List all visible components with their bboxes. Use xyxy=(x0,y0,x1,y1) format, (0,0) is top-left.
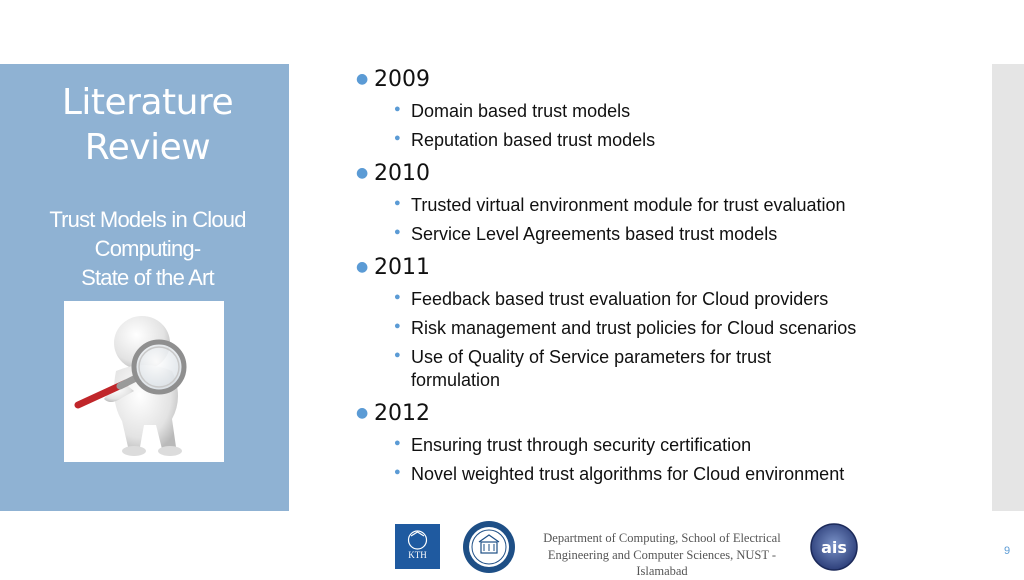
bullet-icon: ● xyxy=(394,103,401,115)
list-item xyxy=(394,223,956,246)
year-bullet xyxy=(356,66,956,94)
year-bullet xyxy=(356,160,956,188)
slide-subtitle xyxy=(0,205,295,292)
item-text: Trusted virtual environment module for trust evaluation xyxy=(411,195,846,215)
subtitle-line: Trust Models in Cloud xyxy=(49,207,246,232)
subtitle-line: Computing- xyxy=(94,236,201,261)
year-bullet xyxy=(356,254,956,282)
ais-logo-text: ais xyxy=(821,538,847,557)
bullet-icon: ● xyxy=(394,226,401,238)
subtitle-line: State of the Art xyxy=(81,265,214,290)
ais-logo xyxy=(810,523,858,576)
list-item xyxy=(394,100,956,123)
bullet-icon: ● xyxy=(394,291,401,303)
bullet-icon: ● xyxy=(394,349,401,361)
year-label: 2012 xyxy=(374,401,430,426)
bullet-icon: ● xyxy=(356,165,369,181)
bullet-icon: ● xyxy=(394,466,401,478)
year-label: 2010 xyxy=(374,161,430,186)
year-label: 2009 xyxy=(374,67,430,92)
list-item xyxy=(394,317,956,340)
item-text: Risk management and trust policies for Cloud scenarios xyxy=(411,318,857,338)
item-text: Reputation based trust models xyxy=(411,130,656,150)
bullet-icon: ● xyxy=(394,320,401,332)
footer-line: Islamabad xyxy=(636,564,688,578)
year-label: 2011 xyxy=(374,255,430,280)
item-text: Novel weighted trust algorithms for Cloud environment xyxy=(411,464,845,484)
bullet-icon: ● xyxy=(394,437,401,449)
item-text: Ensuring trust through security certification xyxy=(411,435,752,455)
item-text: Service Level Agreements based trust models xyxy=(411,224,778,244)
list-item xyxy=(394,129,956,152)
item-text: Feedback based trust evaluation for Cloud providers xyxy=(411,289,829,309)
footer-line: Engineering and Computer Sciences, NUST - xyxy=(547,547,777,562)
title-line: Literature xyxy=(61,82,234,123)
list-item xyxy=(394,434,956,457)
bullet-icon: ● xyxy=(356,71,369,87)
list-item xyxy=(394,194,956,217)
list-item xyxy=(394,288,956,311)
magnifying-glass-figure-image xyxy=(64,301,224,462)
item-text: Domain based trust models xyxy=(411,101,631,121)
footer-line: Department of Computing, School of Electrical xyxy=(543,531,781,545)
year-bullet xyxy=(356,400,956,428)
kth-logo-text: KTH xyxy=(408,550,427,560)
slide-title xyxy=(0,80,295,170)
bullet-icon: ● xyxy=(356,405,369,421)
list-item xyxy=(394,463,956,486)
footer-department-text xyxy=(528,530,796,580)
item-text: Use of Quality of Service parameters for trust formulation xyxy=(411,347,772,390)
bullet-icon: ● xyxy=(394,132,401,144)
timeline-bullet-list xyxy=(356,66,956,486)
nust-seal-logo xyxy=(462,520,516,579)
bullet-icon: ● xyxy=(356,259,369,275)
list-item xyxy=(394,346,831,392)
side-bar xyxy=(992,64,1024,511)
page-number: 9 xyxy=(1004,545,1011,557)
title-line: Review xyxy=(84,127,211,168)
kth-logo xyxy=(395,524,440,574)
bullet-icon: ● xyxy=(394,197,401,209)
